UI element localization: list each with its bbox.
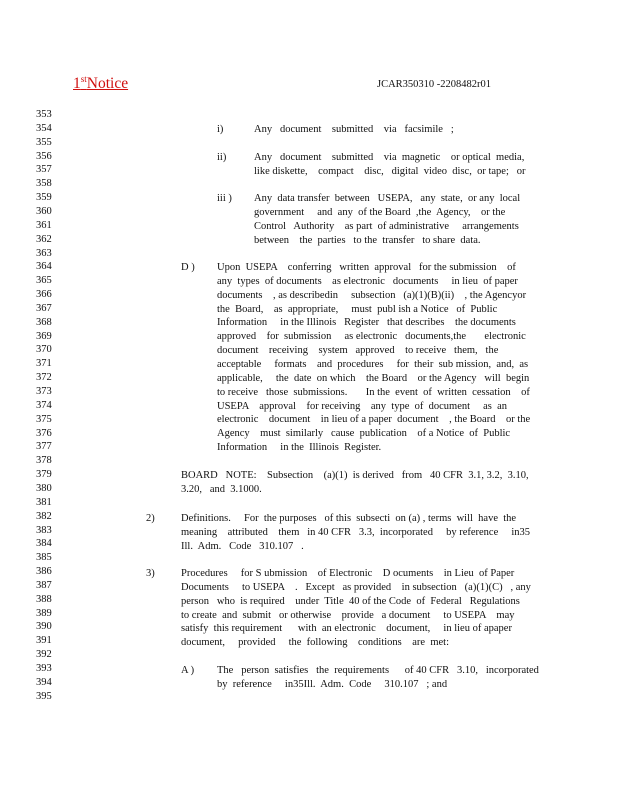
text-line: Any data transfer between USEPA, any state, or any local — [254, 193, 521, 204]
line-number: 386 — [36, 566, 52, 578]
line-number: 393 — [36, 663, 52, 674]
line-number: 362 — [36, 233, 52, 245]
line-number: 387 — [36, 579, 52, 591]
item-label: i) — [217, 124, 224, 135]
line-number: 378 — [36, 455, 52, 467]
line-number: 354 — [36, 122, 52, 134]
line-number: 390 — [36, 621, 52, 633]
line-number: 370 — [36, 344, 52, 356]
line-number: 372 — [36, 372, 52, 384]
text-line: like diskette, compact disc, digital video disc, or tape; or — [254, 165, 526, 177]
line-number: 377 — [36, 441, 52, 453]
line-number: 382 — [36, 510, 52, 522]
line-number: 365 — [36, 275, 52, 287]
line-number: 375 — [36, 413, 52, 425]
line-number: 357 — [36, 164, 52, 176]
line-number: 358 — [36, 178, 52, 190]
item-label: 3) — [146, 568, 155, 579]
text-line: satisfy this requirement with an electronic document, in lieu of apaper — [181, 623, 512, 635]
line-number: 388 — [36, 593, 52, 605]
text-line: by reference in35Ill. Adm. Code 310.107 ; and — [217, 678, 448, 690]
line-number: 368 — [36, 316, 52, 328]
text-line: to create and submit or otherwise provide a document to USEPA may — [181, 609, 515, 621]
line-number: 392 — [36, 649, 52, 661]
text-line: acceptable formats and procedures for their sub mission, and, as — [217, 358, 529, 370]
text-line: between the parties to the transfer to share data. — [254, 234, 481, 246]
line-number: 384 — [36, 538, 52, 550]
line-number: 367 — [36, 302, 52, 314]
line-number: 371 — [36, 358, 52, 370]
line-number: 395 — [36, 690, 52, 702]
text-line: USEPA approval for receiving any type of document as an — [217, 400, 508, 412]
text-line: approved for submission as electronic documents,the electronic — [217, 331, 526, 343]
text-line: person who is required under Title 40 of the Code of Federal Regulations — [181, 595, 520, 607]
jcar-code: JCAR350310 -2208482r01 — [377, 79, 492, 90]
text-line: Any document submitted via facsimile ; — [254, 124, 454, 135]
text-line: Upon USEPA conferring written approval for the submission of — [217, 262, 516, 273]
text-line: Agency must similarly cause publication of a Notice of Public — [217, 428, 511, 440]
text-line: government and any of the Board ,the Agency, or the — [254, 206, 506, 218]
text-line: The person satisfies the requirements of 40 CFR 3.10, incorporated — [217, 665, 539, 676]
text-line: documents , as describedin subsection (a)(1)(B)(ii) , the Agencyor — [217, 289, 527, 301]
line-number: 376 — [36, 427, 52, 439]
line-number: 363 — [36, 247, 52, 259]
text-line: electronic document in lieu of a paper document , the Board or the — [217, 414, 531, 426]
text-line: applicable, the date on which the Board or the Agency will begin — [217, 372, 530, 384]
text-line: Ill. Adm. Code 310.107 . — [181, 540, 304, 552]
text-line: document receiving system approved to receive them, the — [217, 345, 499, 357]
line-number: 394 — [36, 676, 52, 688]
item-label: iii ) — [217, 193, 232, 204]
line-number: 356 — [36, 150, 52, 162]
line-number: 369 — [36, 330, 52, 342]
item-label: 2) — [146, 513, 155, 524]
text-line: meaning attributed them in 40 CFR 3.3, incorporated by reference in35 — [181, 526, 531, 538]
text-line: Information in the Illinois Register that describes the documents — [217, 317, 516, 329]
text-line: Definitions. For the purposes of this subsecti on (a) , terms will have the — [181, 513, 517, 524]
line-number: 361 — [36, 219, 52, 231]
text-line: Information in the Illinois Register. — [217, 442, 382, 454]
line-number: 380 — [36, 482, 52, 494]
line-number: 359 — [36, 192, 52, 204]
line-number: 383 — [36, 524, 52, 536]
text-line: document, provided the following conditions are met: — [181, 637, 449, 649]
text-line: Procedures for S ubmission of Electronic D ocuments in Lieu of Paper — [181, 568, 515, 579]
item-label: D ) — [181, 262, 195, 273]
text-line: BOARD NOTE: Subsection (a)(1) is derived from 40 CFR 3.1, 3.2, 3.10, — [181, 470, 529, 481]
text-line: Any document submitted via magnetic or optical media, — [254, 152, 525, 163]
line-number: 366 — [36, 289, 52, 301]
line-number: 389 — [36, 607, 52, 619]
line-number: 373 — [36, 386, 52, 397]
text-line: Control Authority as part of administrative arrangements — [254, 220, 519, 232]
line-number: 391 — [36, 635, 52, 647]
line-number: 355 — [36, 136, 52, 148]
line-number: 360 — [36, 205, 52, 217]
line-number: 374 — [36, 399, 52, 411]
item-label: A ) — [181, 665, 195, 676]
text-line: any types of documents as electronic documents in lieu of paper — [217, 275, 518, 287]
line-number: 364 — [36, 261, 52, 273]
line-number: 381 — [36, 496, 52, 508]
line-number: 379 — [36, 469, 52, 481]
text-line: Documents to USEPA . Except as provided in subsection (a)(1)(C) , any — [181, 581, 531, 593]
item-label: ii) — [217, 152, 227, 163]
line-number: 385 — [36, 552, 52, 564]
text-line: to receive those submissions. In the event of written cessation of — [217, 386, 530, 398]
text-line: 3.20, and 3.1000. — [181, 483, 262, 495]
line-number: 353 — [36, 109, 52, 120]
text-line: the Board, as appropriate, must publ ish a Notice of Public — [217, 303, 498, 315]
notice-heading: 1stNotice — [73, 74, 129, 92]
